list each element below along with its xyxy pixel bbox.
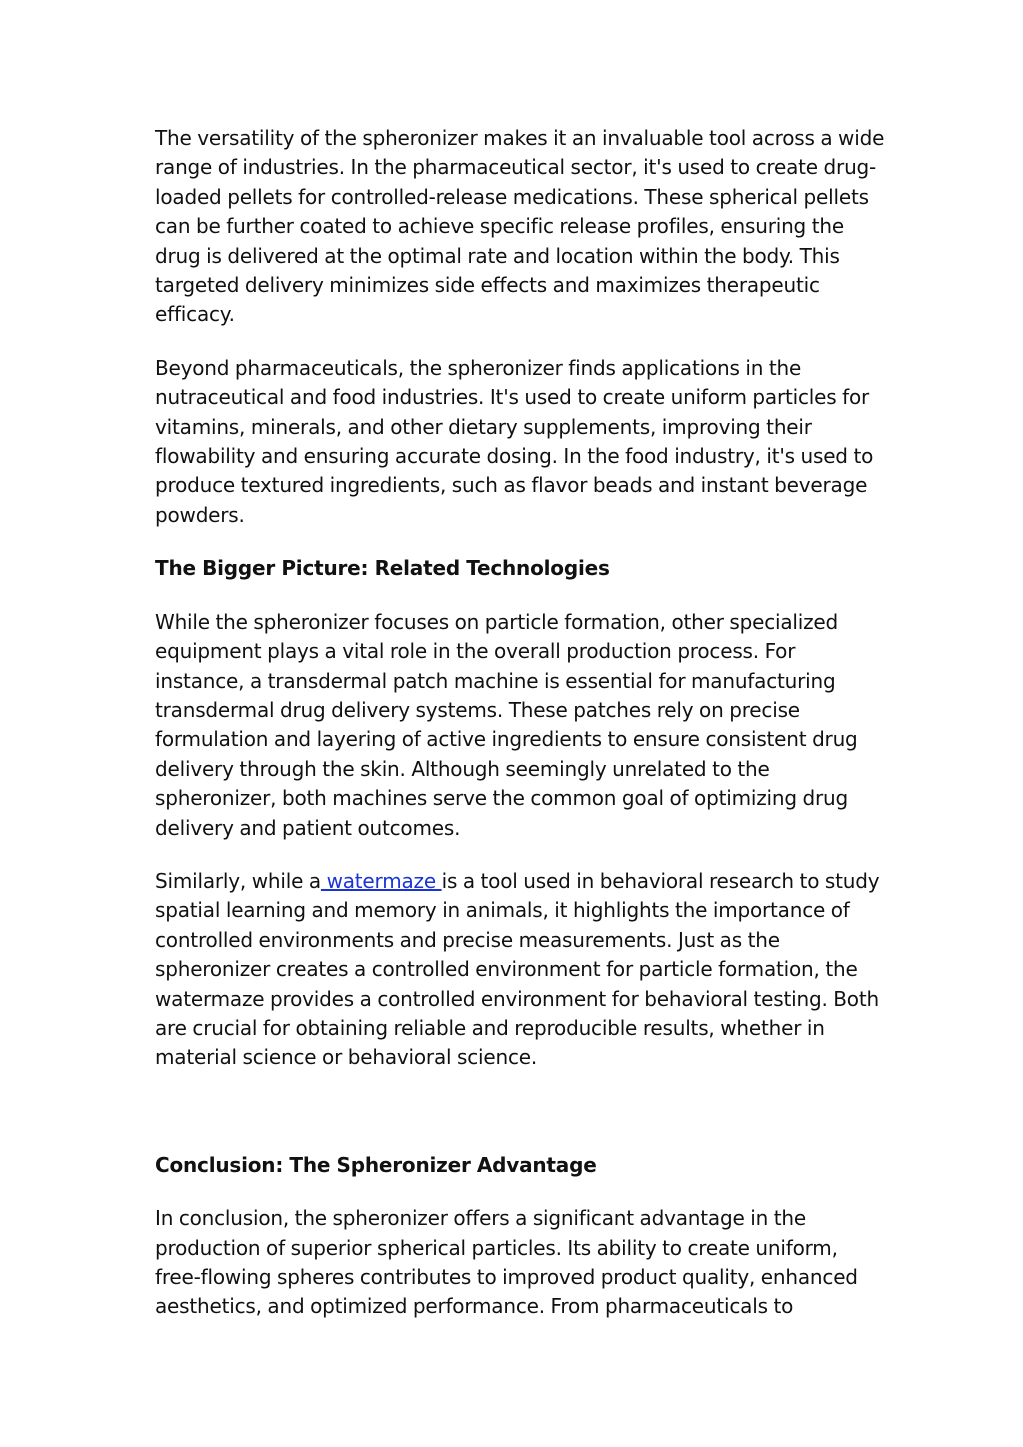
heading-conclusion: Conclusion: The Spheronizer Advantage xyxy=(155,1152,597,1177)
paragraph-watermaze-lead: Similarly, while a xyxy=(155,868,321,893)
paragraph-beyond-pharmaceuticals: Beyond pharmaceuticals, the spheronizer finds applications in the nutraceutical and food industries. It's used to create uniform particles for vitamins, minerals, and other dietary supplements, improving their flowability and ensuring accurate dosing. In the food industry, it's used to produce textured ingredients, such as flavor beads and instant beverage powders. xyxy=(155,355,874,527)
heading-bigger-picture: The Bigger Picture: Related Technologies xyxy=(155,556,610,581)
document-page xyxy=(155,124,885,1346)
paragraph-related-technologies: While the spheronizer focuses on particle formation, other specialized equipment plays a vital role in the overall production process. For instance, a transdermal patch machine is essential for manufacturing transdermal drug delivery systems. These patches rely on precise formulation and layering of active ingredients to ensure consistent drug delivery through the skin. Although seemingly unrelated to the spheronizer, both machines serve the common goal of optimizing drug delivery and patient outcomes. xyxy=(155,609,858,840)
watermaze-link[interactable]: watermaze xyxy=(320,868,442,893)
paragraph-watermaze xyxy=(155,867,885,1073)
paragraph-conclusion: In conclusion, the spheronizer offers a significant advantage in the production of superior spherical particles. Its ability to create uniform, free-flowing spheres contributes to improved product quality, enhanced aesthetics, and optimized performance. From pharmaceuticals to xyxy=(155,1206,858,1319)
section-spacer xyxy=(155,1097,885,1151)
paragraph-versatility: The versatility of the spheronizer makes it an invaluable tool across a wide range of industries. In the pharmaceutical sector, it's used to create drug-loaded pellets for controlled-release medications. These spherical pellets can be further coated to achieve specific release profiles, ensuring the drug is delivered at the optimal rate and location within the body. This targeted delivery minimizes side effects and maximizes therapeutic efficacy. xyxy=(155,126,885,327)
paragraph-watermaze-rest: is a tool used in behavioral research to study spatial learning and memory in animals, it highlights the importance of controlled environments and precise measurements. Just as the spheronizer creates a controlled environment for particle formation, the watermaze provides a controlled environment for behavioral testing. Both are crucial for obtaining reliable and reproducible results, whether in material science or behavioral science. xyxy=(155,868,880,1070)
